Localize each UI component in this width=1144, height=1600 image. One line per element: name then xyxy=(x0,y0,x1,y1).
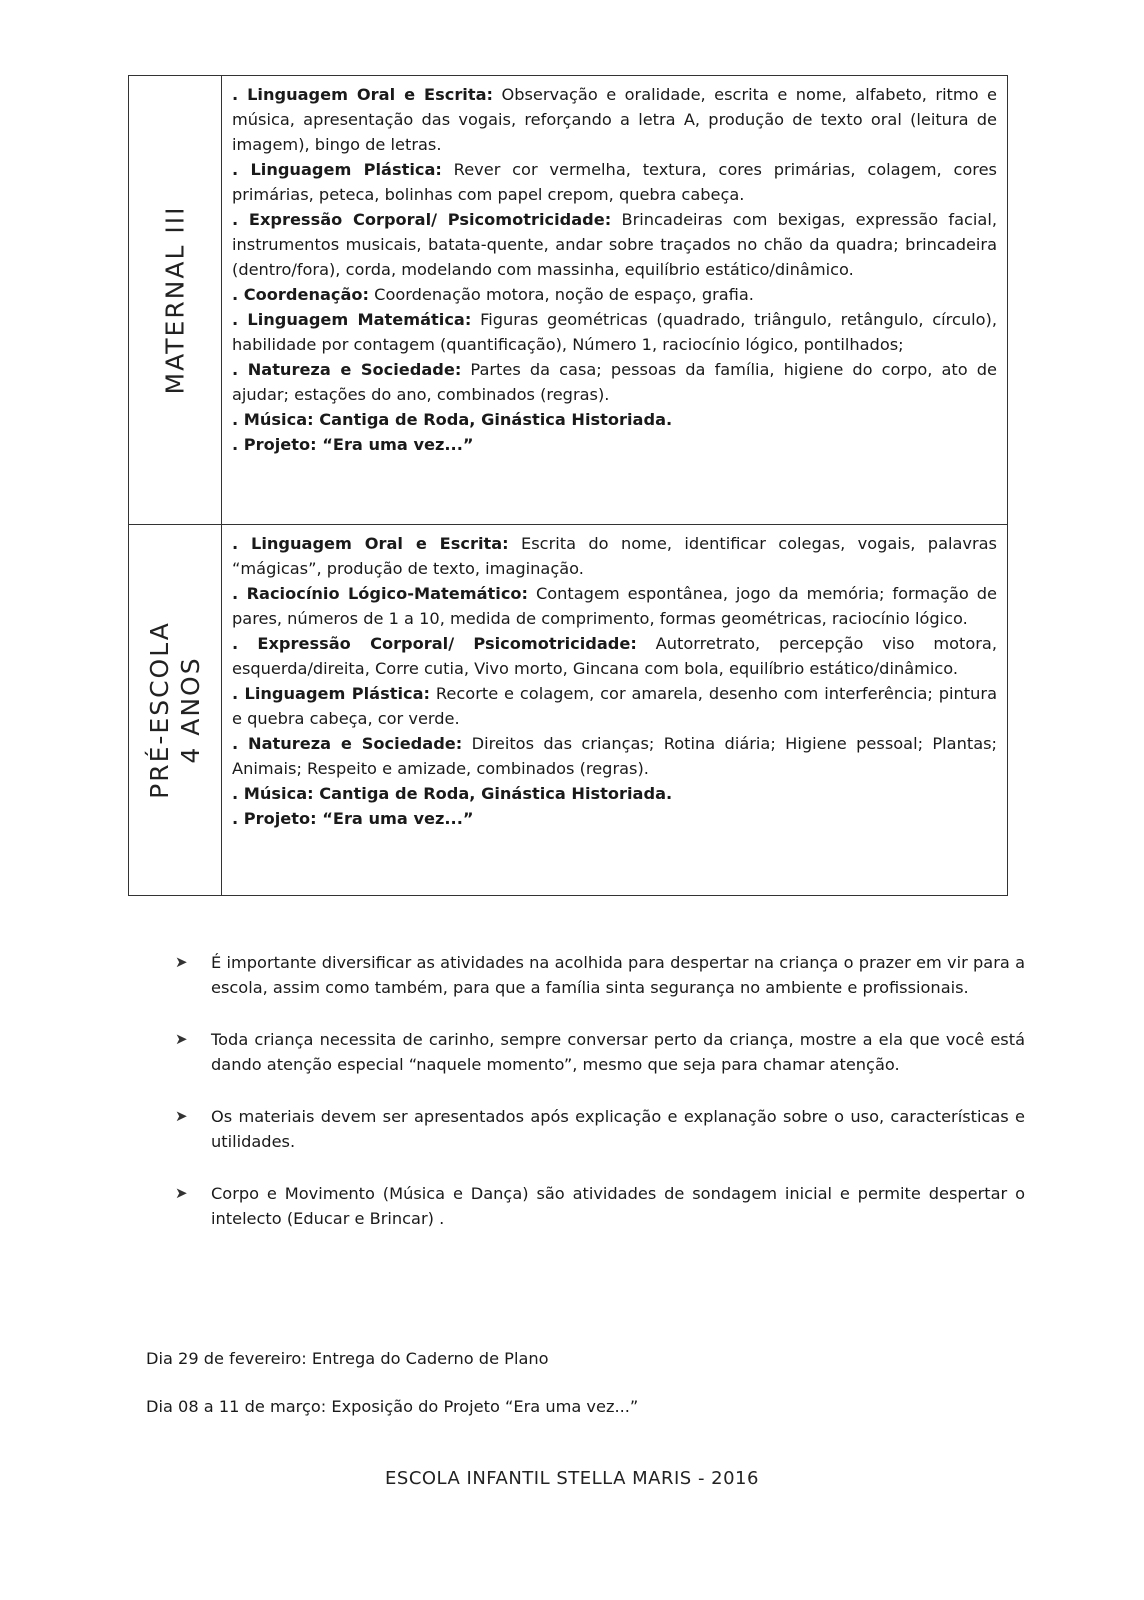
list-item xyxy=(232,307,997,357)
row-label-line: PRÉ-ESCOLA xyxy=(144,621,174,799)
arrow-bullet-icon: ➤ xyxy=(175,1030,188,1048)
item-heading: . Projeto: “Era uma vez...” xyxy=(232,435,474,454)
list-item xyxy=(232,731,997,781)
item-heading: . Natureza e Sociedade: xyxy=(232,360,462,379)
item-heading: . Linguagem Matemática: xyxy=(232,310,472,329)
list-item xyxy=(232,581,997,631)
list-item xyxy=(232,157,997,207)
note-item xyxy=(175,1027,1025,1077)
item-text: Contagem espontânea, jogo da memória; formação de pares, números de 1 a 10, medida de comprimento, formas geométricas, raciocínio lógico. xyxy=(232,584,997,628)
item-heading: . Música: Cantiga de Roda, Ginástica Historiada. xyxy=(232,410,673,429)
row-label-line: 4 ANOS xyxy=(176,656,205,764)
item-heading: . Expressão Corporal/ Psicomotricidade: xyxy=(232,210,612,229)
row-label-line: MATERNAL III xyxy=(160,205,190,395)
notes-list xyxy=(175,950,1025,1258)
item-text: Autorretrato, percepção viso motora, esquerda/direita, Corre cutia, Vivo morto, Gincana com bola, equilíbrio estático/dinâmico. xyxy=(232,634,998,678)
list-item xyxy=(232,357,997,407)
item-heading: . Música: Cantiga de Roda, Ginástica Historiada. xyxy=(232,784,673,803)
item-text: Rever cor vermelha, textura, cores primárias, colagem, cores primárias, peteca, bolinhas com papel crepom, quebra cabeça. xyxy=(232,160,997,204)
row-label-pre-escola xyxy=(144,621,207,799)
note-item xyxy=(175,1181,1025,1231)
item-heading: . Linguagem Plástica: xyxy=(232,684,431,703)
note-text: Corpo e Movimento (Música e Dança) são atividades de sondagem inicial e permite despertar o intelecto (Educar e Brincar) . xyxy=(211,1184,1025,1228)
list-item xyxy=(232,282,997,307)
list-item xyxy=(232,631,997,681)
note-text: É importante diversificar as atividades na acolhida para despertar na criança o prazer em vir para a escola, assim como também, para que a família sinta segurança no ambiente e profissionais. xyxy=(211,953,1025,997)
list-item xyxy=(232,531,997,581)
plan-table xyxy=(128,75,1008,896)
item-heading: . Linguagem Oral e Escrita: xyxy=(232,85,493,104)
row-label-cell xyxy=(129,76,222,525)
list-item xyxy=(232,207,997,282)
date-line: Dia 08 a 11 de março: Exposição do Projeto “Era uma vez...” xyxy=(146,1397,639,1416)
note-item xyxy=(175,1104,1025,1154)
arrow-bullet-icon: ➤ xyxy=(175,1184,188,1202)
note-text: Os materiais devem ser apresentados após explicação e explanação sobre o uso, características e utilidades. xyxy=(211,1107,1025,1151)
list-item xyxy=(232,82,997,157)
list-item xyxy=(232,432,997,457)
note-item xyxy=(175,950,1025,1000)
item-text: Direitos das crianças; Rotina diária; Higiene pessoal; Plantas; Animais; Respeito e amizade, combinados (regras). xyxy=(232,734,997,778)
arrow-bullet-icon: ➤ xyxy=(175,953,188,971)
item-text: Coordenação motora, noção de espaço, grafia. xyxy=(369,285,754,304)
item-heading: . Raciocínio Lógico-Matemático: xyxy=(232,584,529,603)
list-item xyxy=(232,681,997,731)
row-label-maternal xyxy=(159,206,190,395)
list-item xyxy=(232,407,997,432)
item-text: Observação e oralidade, escrita e nome, alfabeto, ritmo e música, apresentação das vogais, reforçando a letra A, produção de texto oral (leitura de imagem), bingo de letras. xyxy=(232,85,998,154)
item-text: Recorte e colagem, cor amarela, desenho com interferência; pintura e quebra cabeça, cor verde. xyxy=(232,684,997,728)
list-item xyxy=(232,806,997,831)
item-text: Partes da casa; pessoas da família, higiene do corpo, ato de ajudar; estações do ano, combinados (regras). xyxy=(232,360,997,404)
item-heading: . Coordenação: xyxy=(232,285,370,304)
item-heading: . Natureza e Sociedade: xyxy=(232,734,463,753)
row-label-cell xyxy=(129,525,222,896)
content-cell-maternal xyxy=(222,76,1008,525)
table-row-maternal xyxy=(129,76,1008,525)
item-heading: . Projeto: “Era uma vez...” xyxy=(232,809,474,828)
page-footer: ESCOLA INFANTIL STELLA MARIS - 2016 xyxy=(385,1468,759,1489)
table-row-pre-escola xyxy=(129,525,1008,896)
item-heading: . Linguagem Oral e Escrita: xyxy=(232,534,509,553)
arrow-bullet-icon: ➤ xyxy=(175,1107,188,1125)
content-cell-pre-escola xyxy=(222,525,1008,896)
item-heading: . Expressão Corporal/ Psicomotricidade: xyxy=(232,634,637,653)
item-text: Escrita do nome, identificar colegas, vogais, palavras “mágicas”, produção de texto, imaginação. xyxy=(232,534,997,578)
date-line: Dia 29 de fevereiro: Entrega do Caderno de Plano xyxy=(146,1349,549,1368)
note-text: Toda criança necessita de carinho, sempre conversar perto da criança, mostre a ela que você está dando atenção especial “naquele momento”, mesmo que seja para chamar atenção. xyxy=(211,1030,1025,1074)
item-text: Figuras geométricas (quadrado, triângulo, retângulo, círculo), habilidade por contagem (quantificação), Número 1, raciocínio lógico, pontilhados; xyxy=(232,310,997,354)
item-heading: . Linguagem Plástica: xyxy=(232,160,442,179)
item-text: Brincadeiras com bexigas, expressão facial, instrumentos musicais, batata-quente, andar sobre traçados no chão da quadra; brincadeira (dentro/fora), corda, modelando com massinha, equilíbrio estático/dinâmico. xyxy=(232,210,997,279)
list-item xyxy=(232,781,997,806)
